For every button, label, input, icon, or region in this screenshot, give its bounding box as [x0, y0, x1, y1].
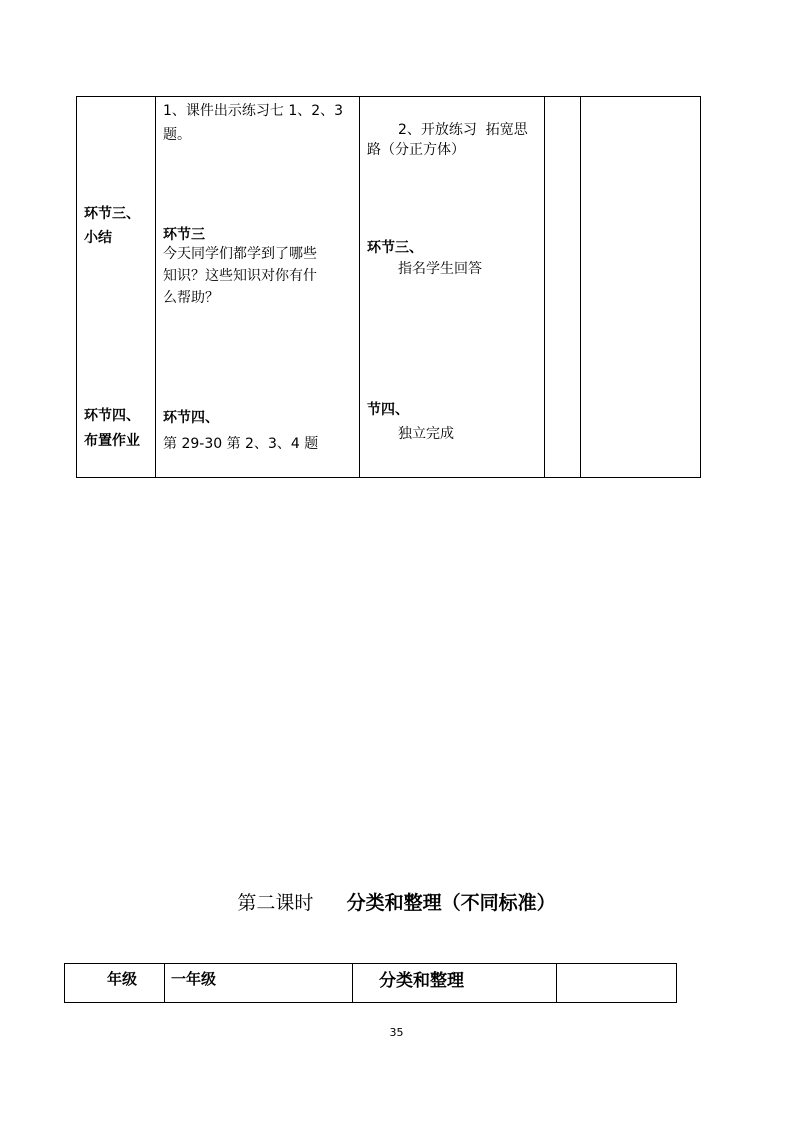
- student-section4-heading: 节四、: [367, 402, 409, 418]
- section3-label-line1: 环节三、: [84, 206, 140, 222]
- section3-heading: 环节三: [163, 227, 205, 243]
- exercise-line1: 1、课件出示练习七 1、2、3: [163, 103, 344, 119]
- student-activity-cell: [360, 97, 545, 478]
- section3-line2: 知识？这些知识对你有什: [163, 268, 317, 284]
- grade-value: 一年级: [171, 970, 217, 988]
- lesson-title: [0, 888, 793, 915]
- page-number: 35: [389, 1026, 404, 1039]
- section4-text: 第 29-30 第 2、3、4 题: [163, 436, 319, 452]
- section-label-cell: [77, 97, 156, 478]
- lesson-title-part2: 分类和整理（不同标准）: [346, 892, 556, 914]
- lesson-plan-table: [76, 96, 701, 478]
- grade-label-cell: [65, 964, 165, 1003]
- table-row: [65, 964, 677, 1003]
- grade-label: 年级: [107, 970, 138, 988]
- narrow-empty-cell: [545, 97, 581, 478]
- student-section3-heading: 环节三、: [367, 240, 423, 256]
- section3-label-line2: 小结: [84, 230, 112, 246]
- topic: 分类和整理: [379, 971, 464, 991]
- section4-label-line1: 环节四、: [84, 408, 140, 424]
- practice-line2: 路（分正方体）: [367, 142, 465, 158]
- teacher-activity-cell: [156, 97, 360, 478]
- grade-value-cell: [165, 964, 353, 1003]
- student-section3-text: 指名学生回答: [398, 261, 482, 277]
- section4-heading: 环节四、: [163, 410, 219, 426]
- lesson-info-table: [64, 963, 677, 1003]
- section4-label-line2: 布置作业: [84, 433, 140, 449]
- section3-line3: 么帮助？: [163, 290, 219, 306]
- extra-cell: [557, 964, 677, 1003]
- table-row: [77, 97, 701, 478]
- topic-cell: [353, 964, 557, 1003]
- lesson-title-part1: 第二课时: [237, 892, 314, 914]
- section3-line1: 今天同学们都学到了哪些: [163, 246, 317, 262]
- practice-line1: 2、开放练习 拓宽思: [398, 122, 528, 138]
- student-section4-text: 独立完成: [398, 426, 454, 442]
- notes-empty-cell: [581, 97, 701, 478]
- exercise-line2: 题。: [163, 127, 191, 143]
